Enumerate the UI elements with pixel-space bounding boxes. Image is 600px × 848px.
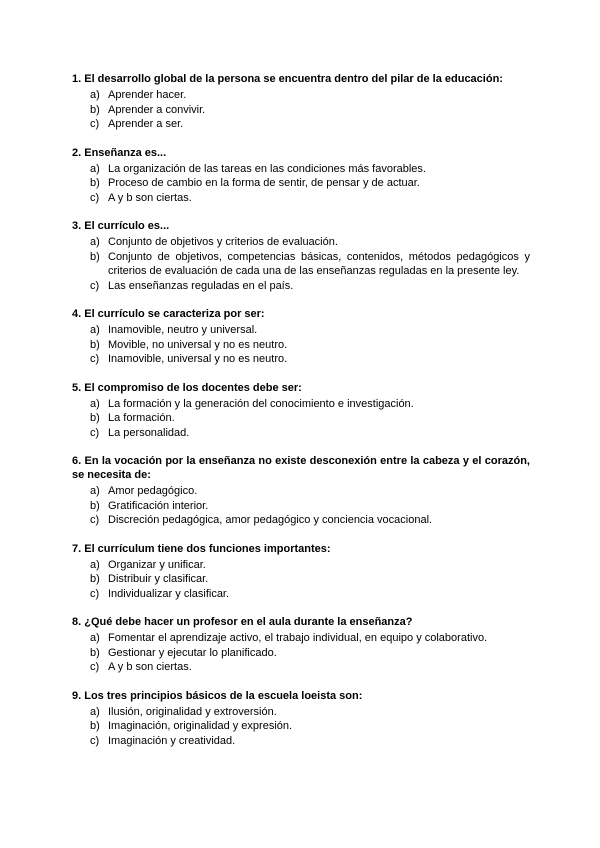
question-5 — [72, 381, 530, 441]
option-letter: c) — [90, 734, 100, 747]
option-b — [72, 411, 530, 426]
option-a — [72, 162, 530, 177]
option-text: Individualizar y clasificar. — [108, 587, 230, 600]
option-letter: b) — [90, 250, 100, 263]
question-7 — [72, 542, 530, 602]
question-title: 9. Los tres principios básicos de la escuela loeista son: — [72, 689, 363, 702]
option-list — [72, 235, 530, 293]
option-c — [72, 279, 530, 294]
option-text: Organizar y unificar. — [108, 558, 206, 571]
option-letter: a) — [90, 397, 100, 410]
option-a — [72, 323, 530, 338]
option-text: La personalidad. — [108, 426, 190, 439]
option-letter: c) — [90, 118, 100, 130]
option-text: Distribuir y clasificar. — [108, 573, 209, 585]
option-b — [72, 719, 530, 734]
question-title: 8. ¿Qué debe hacer un profesor en el aula durante la enseñanza? — [72, 616, 413, 628]
option-letter: b) — [90, 499, 100, 512]
option-letter: b) — [90, 720, 100, 732]
option-b — [72, 646, 530, 661]
option-letter: b) — [90, 338, 100, 351]
option-c — [72, 513, 530, 528]
option-letter: a) — [90, 89, 100, 101]
option-c — [72, 117, 530, 132]
option-letter: c) — [90, 426, 100, 439]
option-text: A y b son ciertas. — [108, 661, 192, 673]
option-text: Conjunto de objetivos, competencias básicas, contenidos, métodos pedagógicos y criterios de evaluación de cada una de las enseñanzas reguladas en la presente ley. — [108, 250, 530, 277]
option-a — [72, 88, 530, 103]
option-list — [72, 323, 530, 367]
option-letter: c) — [90, 353, 100, 365]
option-letter: a) — [90, 485, 100, 497]
option-a — [72, 705, 530, 720]
option-letter: a) — [90, 162, 100, 175]
option-text: Inamovible, universal y no es neutro. — [108, 353, 288, 365]
option-c — [72, 426, 530, 441]
question-title: 1. El desarrollo global de la persona se encuentra dentro del pilar de la educación: — [72, 73, 503, 85]
option-text: Gratificación interior. — [108, 499, 209, 512]
option-text: Gestionar y ejecutar lo planificado. — [108, 646, 277, 659]
question-9 — [72, 689, 530, 749]
option-letter: b) — [90, 412, 100, 424]
question-4 — [72, 307, 530, 367]
option-letter: c) — [90, 191, 100, 204]
option-c — [72, 734, 530, 749]
option-b — [72, 176, 530, 191]
option-letter: a) — [90, 236, 100, 248]
option-letter: a) — [90, 705, 100, 718]
question-6 — [72, 454, 530, 528]
option-text: Imaginación, originalidad y expresión. — [108, 720, 293, 732]
question-title: 3. El currículo es... — [72, 220, 170, 232]
option-text: Imaginación y creatividad. — [108, 734, 236, 747]
option-list — [72, 558, 530, 602]
option-text: Amor pedagógico. — [108, 485, 198, 497]
option-a — [72, 484, 530, 499]
option-letter: a) — [90, 632, 100, 644]
option-list — [72, 88, 530, 132]
option-letter: b) — [90, 646, 100, 659]
option-list — [72, 397, 530, 441]
question-title: 7. El currículum tiene dos funciones importantes: — [72, 542, 331, 555]
option-text: Movible, no universal y no es neutro. — [108, 338, 288, 351]
option-text: Fomentar el aprendizaje activo, el trabajo individual, en equipo y colaborativo. — [108, 632, 488, 644]
option-letter: c) — [90, 279, 100, 292]
option-list — [72, 484, 530, 528]
option-text: Discreción pedagógica, amor pedagógico y conciencia vocacional. — [108, 514, 433, 526]
option-text: Aprender hacer. — [108, 89, 187, 101]
option-text: Inamovible, neutro y universal. — [108, 324, 258, 336]
option-b — [72, 499, 530, 514]
option-letter: c) — [90, 587, 100, 600]
question-1 — [72, 72, 530, 132]
option-b — [72, 338, 530, 353]
option-c — [72, 660, 530, 675]
option-text: Las enseñanzas reguladas en el país. — [108, 279, 294, 292]
option-c — [72, 587, 530, 602]
option-text: La formación y la generación del conocimiento e investigación. — [108, 397, 414, 410]
question-title: 2. Enseñanza es... — [72, 146, 167, 159]
option-b — [72, 103, 530, 118]
quiz-list — [72, 72, 530, 762]
option-c — [72, 191, 530, 206]
option-letter: b) — [90, 177, 100, 189]
question-title: 5. El compromiso de los docentes debe ser: — [72, 381, 302, 394]
option-letter: a) — [90, 324, 100, 336]
option-text: Ilusión, originalidad y extroversión. — [108, 705, 277, 718]
option-text: A y b son ciertas. — [108, 191, 192, 204]
question-title: 6. En la vocación por la enseñanza no existe desconexión entre la cabeza y el corazón, se necesita de: — [72, 455, 530, 481]
option-list — [72, 162, 530, 206]
option-letter: c) — [90, 514, 100, 526]
option-a — [72, 558, 530, 573]
option-letter: b) — [90, 103, 100, 116]
option-text: Conjunto de objetivos y criterios de evaluación. — [108, 236, 338, 248]
option-a — [72, 397, 530, 412]
option-c — [72, 352, 530, 367]
question-title: 4. El currículo se caracteriza por ser: — [72, 308, 265, 320]
question-2 — [72, 146, 530, 206]
option-letter: a) — [90, 558, 100, 571]
option-a — [72, 235, 530, 250]
option-text: Aprender a convivir. — [108, 103, 206, 116]
option-text: Aprender a ser. — [108, 118, 184, 130]
option-list — [72, 631, 530, 675]
option-text: Proceso de cambio en la forma de sentir, de pensar y de actuar. — [108, 177, 420, 189]
option-list — [72, 705, 530, 749]
option-text: La formación. — [108, 412, 175, 424]
question-8 — [72, 615, 530, 675]
option-text: La organización de las tareas en las condiciones más favorables. — [108, 162, 426, 175]
option-a — [72, 631, 530, 646]
option-letter: c) — [90, 661, 100, 673]
question-3 — [72, 219, 530, 293]
option-b — [72, 250, 530, 279]
option-b — [72, 572, 530, 587]
option-letter: b) — [90, 573, 100, 585]
